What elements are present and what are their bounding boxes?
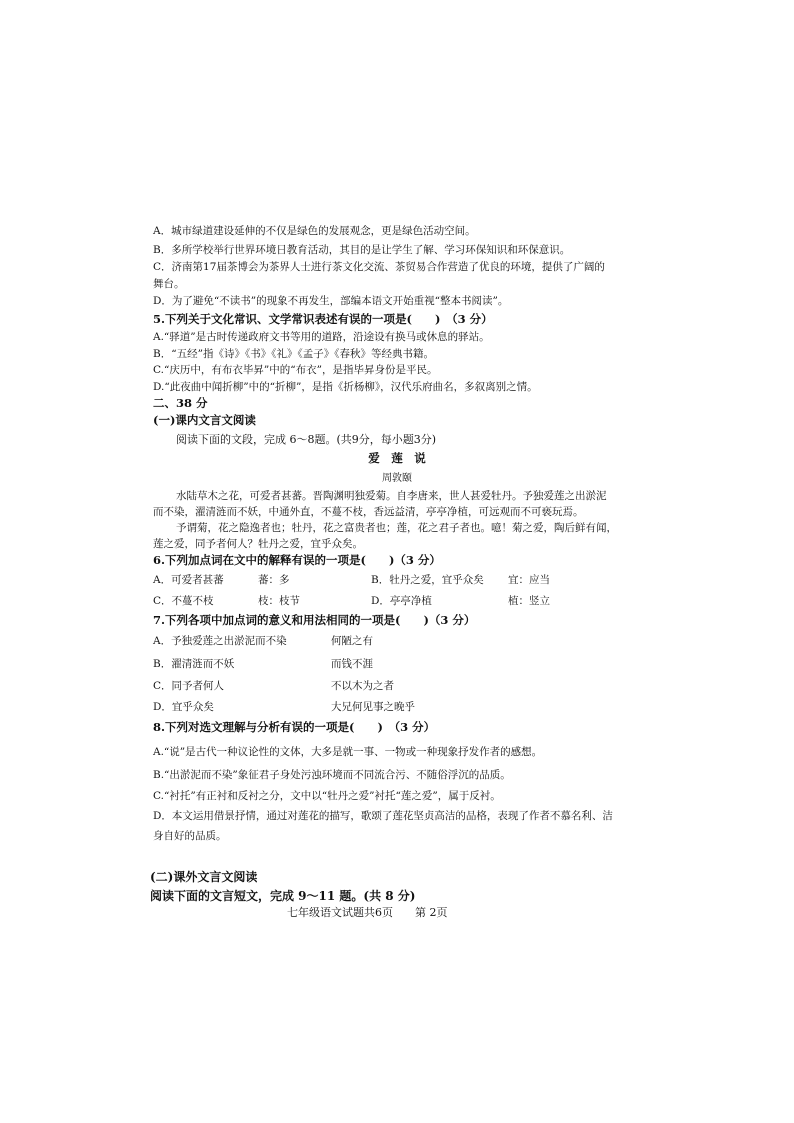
option-b-text: B．多所学校举行世界环境日教育活动，其目的是让学生了解、学习环保知识和环保意识。 <box>153 244 571 256</box>
passage-title: 爱 莲 说 <box>368 451 426 465</box>
q6-option-b-gloss: 宜：应当 <box>508 574 550 586</box>
q7-row-b-right: 而钱不涯 <box>331 658 373 670</box>
q6-option-d-gloss: 植：竖立 <box>508 595 550 607</box>
question-6-stem: 6.下列加点词在文中的解释有误的一项是( )（3 分） <box>153 553 441 567</box>
q6-option-b-phrase: B．牡丹之爱，宜乎众矣 <box>371 574 484 586</box>
q7-row-b-left: B．濯清涟而不妖 <box>153 658 235 670</box>
q8-option-c: C.“衬托”有正衬和反衬之分，文中以“牡丹之爱”衬托“莲之爱”，属于反衬。 <box>153 790 501 802</box>
q6-option-c-gloss: 枝：枝节 <box>258 595 300 607</box>
q7-row-a-left: A．予独爱莲之出淤泥而不染 <box>153 635 287 647</box>
reading-instruction: 阅读下面的文段，完成 6～8题。(共9分，每小题3分) <box>176 433 437 446</box>
q5-option-d: D.“此夜曲中闻折柳”中的“折柳”，是指《折杨柳》，汉代乐府曲名，多叙离别之情。 <box>153 381 538 393</box>
q7-row-c-left: C．同予者何人 <box>153 680 225 692</box>
q8-option-b: B.“出淤泥而不染”象征君子身处污浊环境而不同流合污、不随俗浮沉的品质。 <box>153 769 511 781</box>
option-d-text: D．为了避免“不读书”的现象不再发生，部编本语文开始重视“整本书阅读”。 <box>153 295 509 307</box>
q8-option-d: D．本文运用借景抒情，通过对莲花的描写，歌颂了莲花坚贞高洁的品格，表现了作者不慕名利、洁 <box>153 810 613 822</box>
passage-line-1: 水陆草木之花，可爱者甚蕃。晋陶渊明独爱菊。自李唐来，世人甚爱牡丹。予独爱莲之出淤泥 <box>176 490 607 502</box>
q7-row-c-right: 不以木为之者 <box>331 680 394 692</box>
q7-row-d-right: 大兄何见事之晚乎 <box>331 701 415 713</box>
option-c-text: C．济南第17届茶博会为茶界人士进行茶文化交流、茶贸易合作营造了优良的环境，提供了广阔的 <box>153 261 605 273</box>
section-2-heading: 二、38 分 <box>153 396 208 410</box>
q8-option-a: A.“说”是古代一种议论性的文体，大多是就一事、一物或一种现象抒发作者的感想。 <box>153 746 543 758</box>
option-a-text: A．城市绿道建设延伸的不仅是绿色的发展观念，更是绿色活动空间。 <box>153 225 476 237</box>
q6-option-c-phrase: C．不蔓不枝 <box>153 595 214 607</box>
subsection-2-heading: (二)课外文言文阅读 <box>150 870 258 884</box>
q6-option-a-gloss: 蕃：多 <box>258 574 290 586</box>
question-7-stem: 7.下列各项中加点词的意义和用法相同的一项是( )（3 分） <box>153 613 476 627</box>
q7-row-d-left: D．宜乎众矣 <box>153 701 214 713</box>
question-8-stem: 8.下列对选文理解与分析有误的一项是( ) （3 分） <box>153 720 436 734</box>
q6-option-d-phrase: D．亭亭净植 <box>371 595 432 607</box>
q8-option-d-cont: 身自好的品质。 <box>153 830 227 842</box>
passage-author: 周敦颐 <box>382 473 412 484</box>
q6-option-a-phrase: A．可爱者甚蕃 <box>153 574 224 586</box>
passage-line-2: 而不染，濯清涟而不妖，中通外直，不蔓不枝，香远益清，亭亭净植，可远观而不可亵玩焉。 <box>153 506 584 518</box>
q5-option-b: B．“五经”指《诗》《书》《礼》《孟子》《春秋》等经典书籍。 <box>153 348 434 360</box>
reading-instruction-2: 阅读下面的文言短文，完成 9～11 题。(共 8 分) <box>150 889 416 903</box>
option-c-text-cont: 舞台。 <box>153 278 185 290</box>
subsection-1-heading: (一)课内文言文阅读 <box>153 413 256 427</box>
passage-line-4: 莲之爱，同予者何人？牡丹之爱，宜乎众矣。 <box>153 538 363 550</box>
page-footer: 七年级语文试题共6页 第 2页 <box>287 906 448 919</box>
passage-line-3: 予谓菊，花之隐逸者也；牡丹，花之富贵者也；莲，花之君子者也。噫！菊之爱，陶后鲜有闻， <box>176 522 617 534</box>
q5-option-c: C.“庆历中，有布衣毕昇”中的“布衣”，是指毕昇身份是平民。 <box>153 364 438 376</box>
question-5-stem: 5.下列关于文化常识、文学常识表述有误的一项是( ) （3 分） <box>153 312 493 326</box>
q7-row-a-right: 何陋之有 <box>331 635 373 647</box>
q5-option-a: A.“驿道”是古时传递政府文书等用的道路，沿途设有换马或休息的驿站。 <box>153 331 490 343</box>
